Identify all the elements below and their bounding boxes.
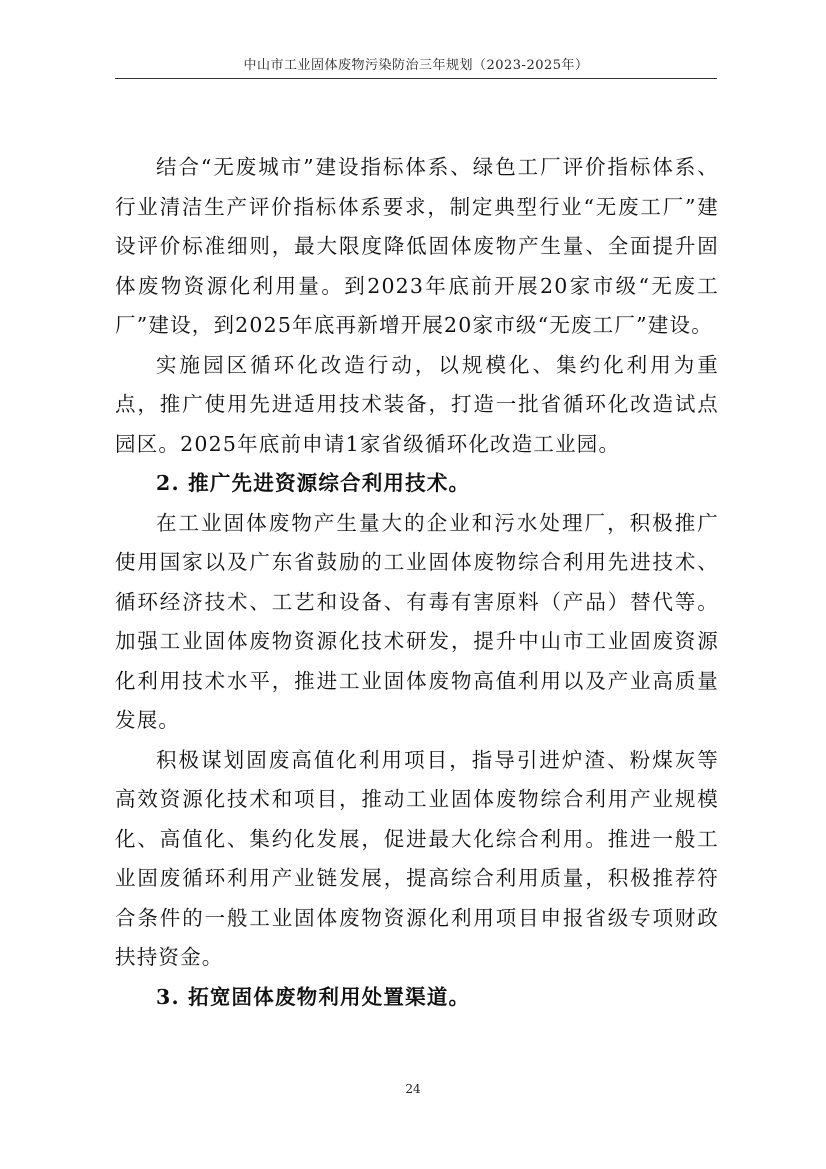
running-header <box>115 58 717 79</box>
header-title: 中山市工业固体废物污染防治三年规划（2023-2025年） <box>243 58 589 73</box>
paragraph-promote-technology: 在工业固体废物产生量大的企业和污水处理厂，积极推广使用国家以及广东省鼓励的工业固体废物综合利用先进技术、循环经济技术、工艺和设备、有毒有害原料（产品）替代等。加强工业固体废物资源化技术研发，提升中山市工业固废资源化利用技术水平，推进工业固体废物高值利用以及产业高质量发展。 <box>115 510 719 732</box>
paragraph-high-value-projects: 积极谋划固废高值化利用项目，指导引进炉渣、粉煤灰等高效资源化技术和项目，推动工业固体废物综合利用产业规模化、高值化、集约化发展，促进最大化综合利用。推进一般工业固废循环利用产业链发展，提高综合利用质量，积极推荐符合条件的一般工业固体废物资源化利用项目申报省级专项财政扶持资金。 <box>115 747 719 969</box>
section-heading-3: 3. 拓宽固体废物利用处置渠道。 <box>156 984 471 1009</box>
page-number: 24 <box>405 1082 421 1096</box>
paragraph-no-waste-factory: 结合“无废城市”建设指标体系、绿色工厂评价指标体系、行业清洁生产评价指标体系要求，制定典型行业“无废工厂”建设评价标准细则，最大限度降低固体废物产生量、全面提升固体废物资源化利用量。到2023年底前开展20家市级“无废工厂”建设，到2025年底再新增开展20家市级“无废工厂”建设。 <box>115 155 719 337</box>
paragraph-park-recycling: 实施园区循环化改造行动，以规模化、集约化利用为重点，推广使用先进适用技术装备，打造一批省循环化改造试点园区。2025年底前申请1家省级循环化改造工业园。 <box>115 352 719 456</box>
document-body <box>115 148 719 1017</box>
section-heading-2: 2. 推广先进资源综合利用技术。 <box>156 471 471 495</box>
